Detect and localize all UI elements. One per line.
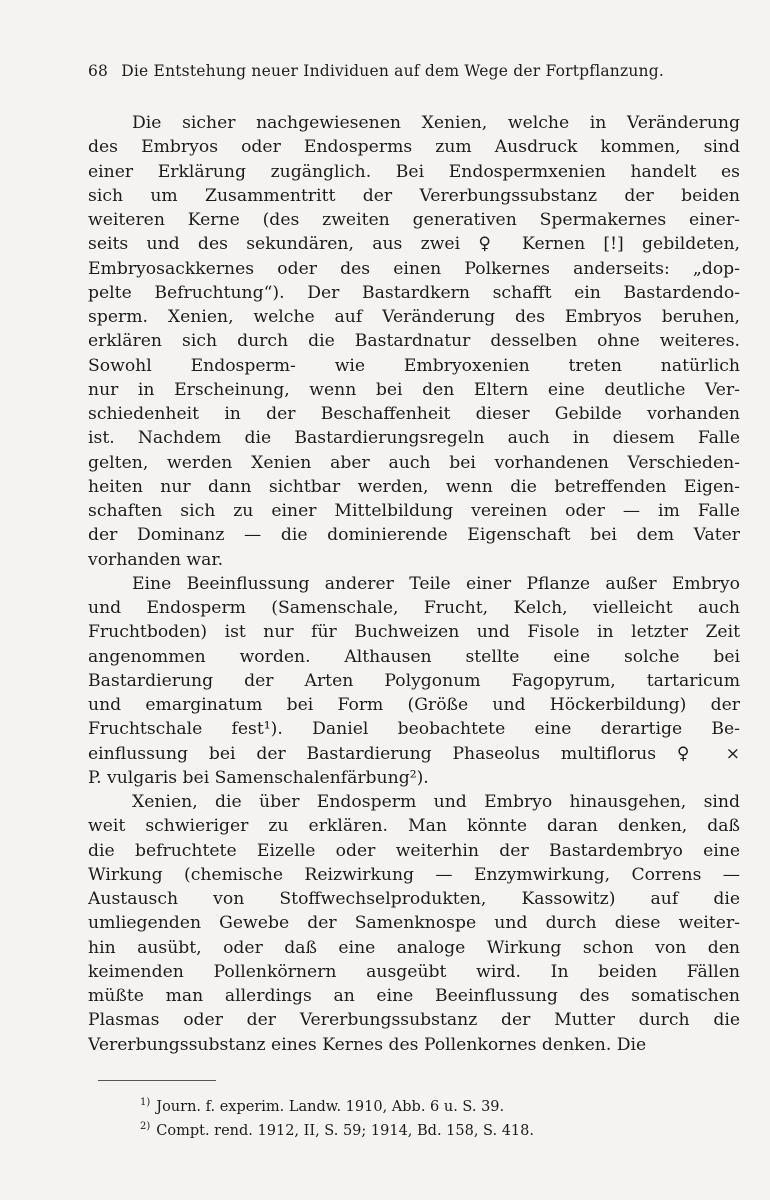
text-line: heiten nur dann sichtbar werden, wenn die betreffenden Eigen- [88, 476, 740, 497]
text-line: sich um Zusammentritt der Vererbungssubstanz der beiden [88, 185, 740, 206]
footnote-mark: 1) [140, 1097, 151, 1108]
footnote [140, 1093, 680, 1117]
text-line: nur in Erscheinung, wenn bei den Eltern eine deutliche Ver- [88, 379, 740, 400]
text-line: schaften sich zu einer Mittelbildung vereinen oder — im Falle [88, 501, 740, 521]
text-line: Vererbungssubstanz eines Kernes des Pollenkornes denken. Die [88, 1034, 647, 1055]
text-line: umliegenden Gewebe der Samenknospe und durch diese weiter- [88, 913, 740, 934]
text-line: sperm. Xenien, welche auf Veränderung des Embryos beruhen, [88, 307, 740, 327]
text-line: weiteren Kerne (des zweiten generativen Spermakernes einer- [88, 210, 740, 230]
running-title: Die Entstehung neuer Individuen auf dem Wege der Fortpflanzung. [121, 62, 664, 80]
text-line: Embryosackkernes oder des einen Polkernes anderseits: „dop- [88, 258, 740, 279]
text-line: schiedenheit in der Beschaffenheit dieser Gebilde vorhanden [88, 404, 740, 424]
footnote-text: Journ. f. experim. Landw. 1910, Abb. 6 u. S. 39. [156, 1098, 505, 1115]
body-text [88, 111, 740, 1057]
footnote-mark: 2) [140, 1120, 151, 1132]
text-line: pelte Befruchtung“). Der Bastardkern schafft ein Bastardendo- [88, 282, 740, 303]
text-line: seits und des sekundären, aus zwei ♀ Kernen [!] gebildeten, [88, 234, 740, 255]
footnote-rule [98, 1080, 216, 1081]
text-line: keimenden Pollenkörnern ausgeübt wird. In beiden Fällen [88, 961, 740, 982]
text-line: einer Erklärung zugänglich. Bei Endospermxenien handelt es [88, 161, 740, 182]
text-line: Die sicher nachgewiesenen Xenien, welche in Veränderung [132, 113, 740, 133]
text-line: des Embryos oder Endosperms zum Ausdruck kommen, sind [88, 137, 740, 158]
text-line: und Endosperm (Samenschale, Frucht, Kelch, vielleicht auch [88, 598, 740, 618]
text-line: Plasmas oder der Vererbungssubstanz der Mutter durch die [88, 1010, 740, 1031]
footnote-text: Compt. rend. 1912, II, S. 59; 1914, Bd. 158, S. 418. [156, 1122, 534, 1139]
text-line: ist. Nachdem die Bastardierungsregeln auch in diesem Falle [88, 428, 740, 449]
text-line: angenommen worden. Althausen stellte eine solche bei [88, 646, 740, 667]
paragraph [88, 572, 740, 790]
text-line: weit schwieriger zu erklären. Man könnte daran denken, daß [88, 816, 740, 837]
text-line: hin ausübt, oder daß eine analoge Wirkung schon von den [88, 937, 740, 958]
page-number: 68 [88, 62, 109, 80]
running-header [88, 62, 748, 80]
footnotes [140, 1093, 680, 1141]
footnote [140, 1117, 680, 1141]
text-line: Fruchtboden) ist nur für Buchweizen und Fisole in letzter Zeit [88, 622, 740, 643]
text-line: Xenien, die über Endosperm und Embryo hinausgehen, sind [132, 792, 740, 812]
text-line: Bastardierung der Arten Polygonum Fagopyrum, tartaricum [88, 670, 740, 691]
text-line: Eine Beeinflussung anderer Teile einer Pflanze außer Embryo [132, 573, 740, 594]
text-line: Fruchtschale fest¹). Daniel beobachtete eine derartige Be- [88, 719, 740, 740]
text-line: der Dominanz — die dominierende Eigenschaft bei dem Vater [88, 525, 740, 546]
text-line: P. vulgaris bei Samenschalenfärbung²). [88, 767, 429, 788]
text-line: gelten, werden Xenien aber auch bei vorhandenen Verschieden- [88, 452, 740, 473]
paragraph [88, 790, 740, 1057]
text-line: und emarginatum bei Form (Größe und Höckerbildung) der [88, 695, 740, 715]
text-line: müßte man allerdings an eine Beeinflussung des somatischen [88, 986, 740, 1006]
text-line: vorhanden war. [88, 549, 224, 570]
text-line: Austausch von Stoffwechselprodukten, Kassowitz) auf die [88, 889, 740, 909]
text-line: Sowohl Endosperm- wie Embryoxenien treten natürlich [88, 355, 740, 376]
text-line: die befruchtete Eizelle oder weiterhin der Bastardembryo eine [88, 840, 740, 861]
text-line: erklären sich durch die Bastardnatur desselben ohne weiteres. [88, 331, 740, 352]
text-line: einflussung bei der Bastardierung Phaseolus multiflorus ♀ × [88, 743, 740, 764]
text-line: Wirkung (chemische Reizwirkung — Enzymwirkung, Correns — [88, 864, 740, 885]
paragraph [88, 111, 740, 572]
